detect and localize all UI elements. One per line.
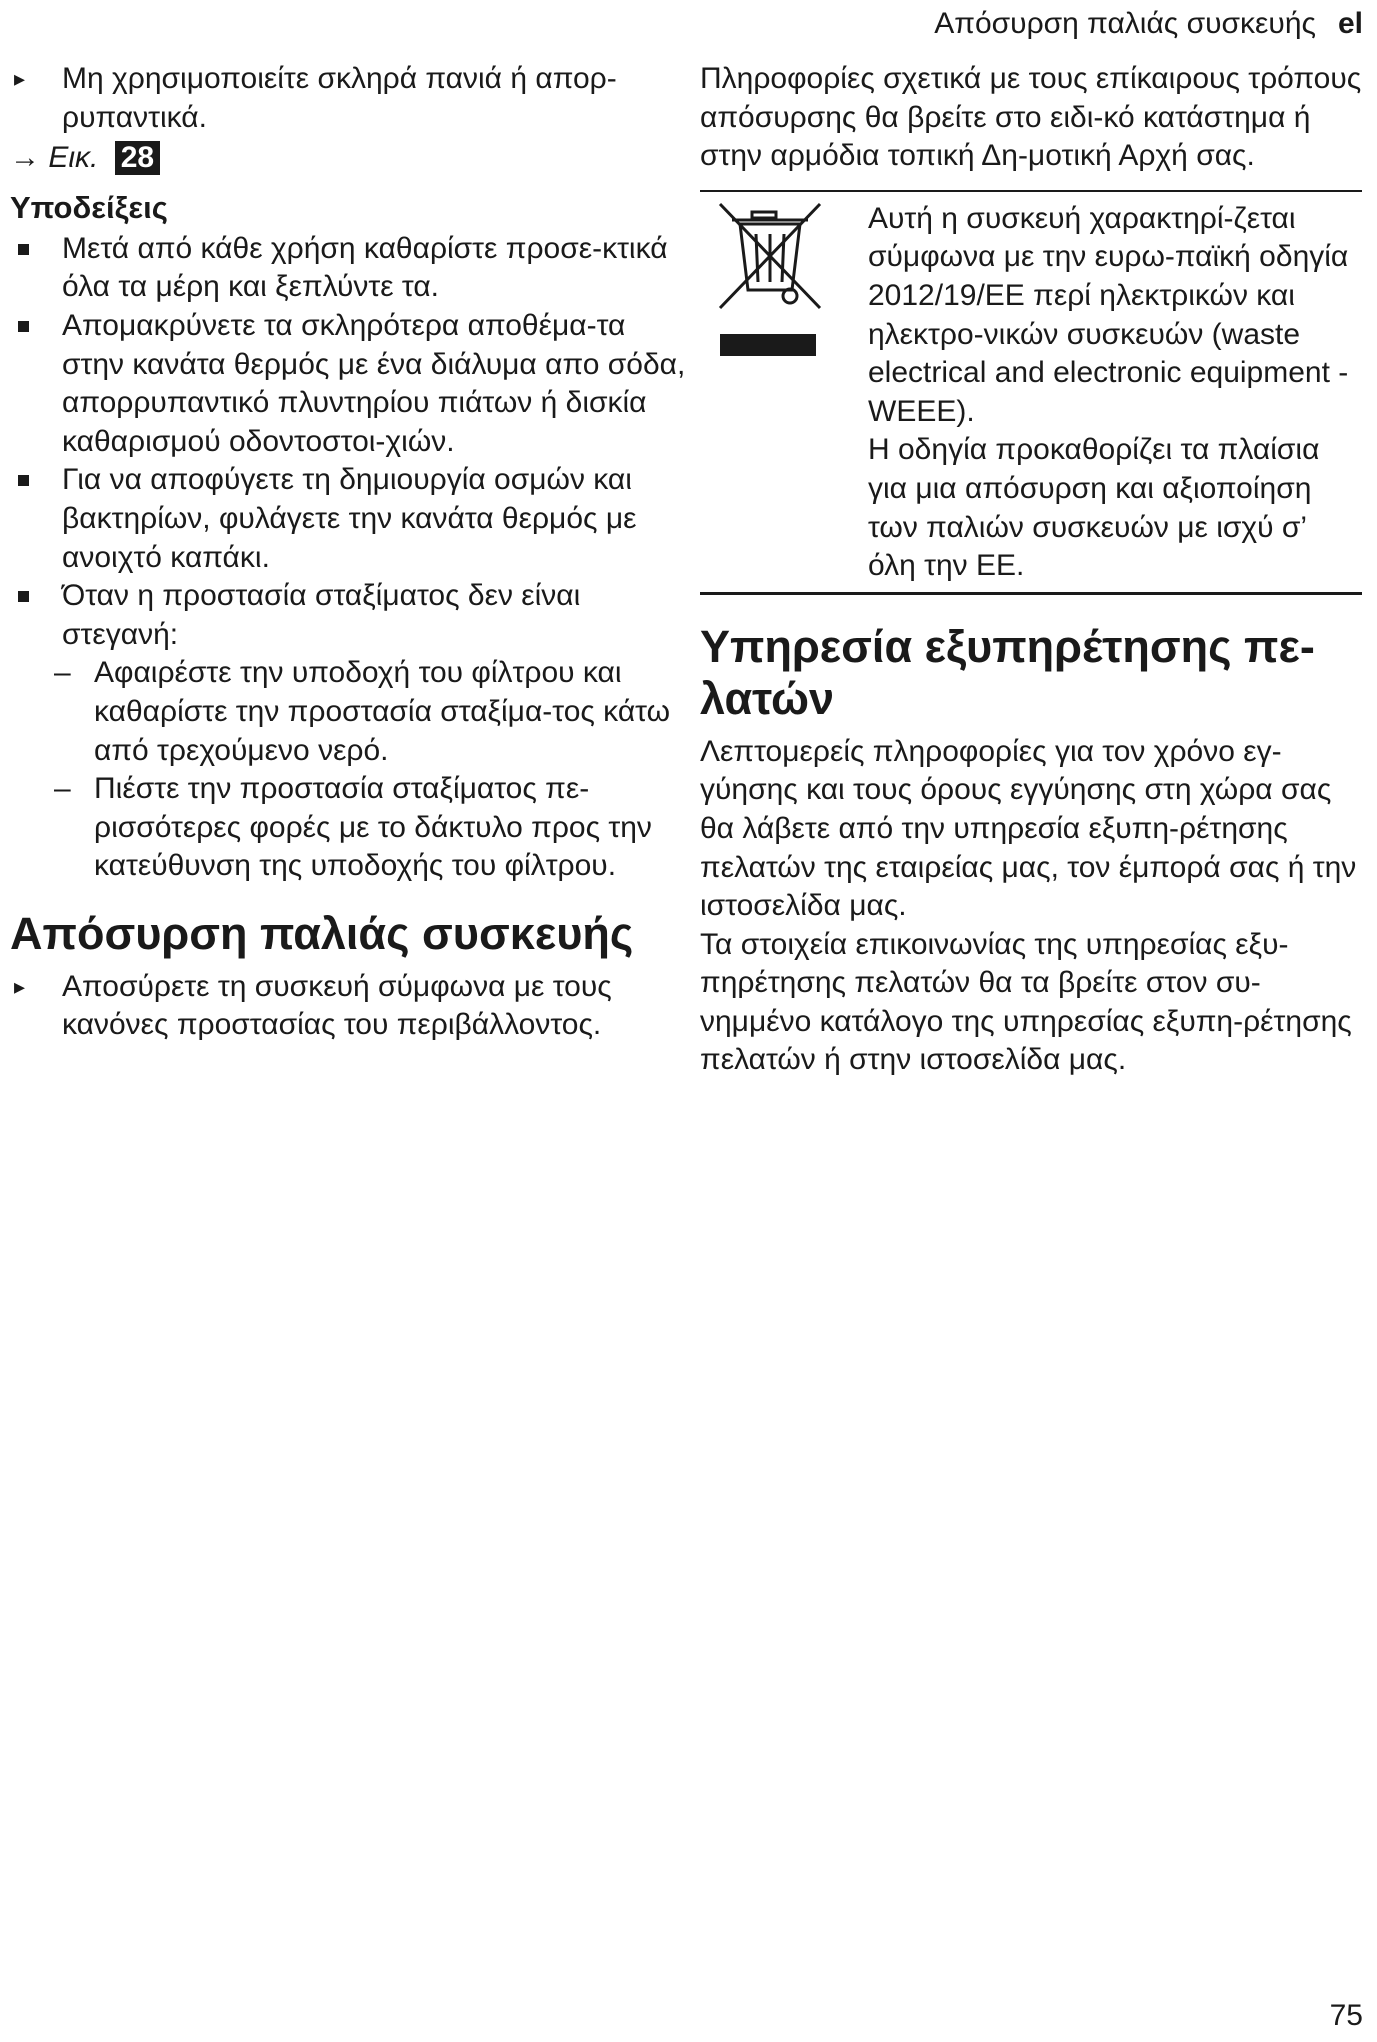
care-instruction-item: [10, 60, 690, 137]
page-number: 75: [1329, 1999, 1363, 2032]
crossed-out-wheelie-bin-icon: [710, 198, 830, 368]
tip-text: Απομακρύνετε τα σκληρότερα αποθέμα-τα στην κανάτα θερμός με ένα διάλυμα απο σόδα, απορρυπαντικό πλυντηρίου πιάτων ή δισκία καθαρισμού οδοντοστοι-χιών.: [62, 308, 686, 458]
disposal-heading: Απόσυρση παλιάς συσκευής: [10, 907, 634, 959]
right-column: [700, 60, 1362, 1080]
square-bullet-icon: [18, 244, 29, 255]
tip-text: Μετά από κάθε χρήση καθαρίστε προσε-κτικά όλα τα μέρη και ξεπλύντε τα.: [62, 231, 668, 304]
care-instruction-text: Μη χρησιμοποιείτε σκληρά πανιά ή απορ-ρυπαντικά.: [62, 62, 617, 134]
customer-service-heading: Υπηρεσία εξυπηρέτησης πε-λατών: [700, 620, 1315, 724]
tip-item: [10, 461, 690, 577]
sub-step-text: Αφαιρέστε την υποδοχή του φίλτρου και καθαρίστε την προστασία σταξίμα-τος κάτω από τρεχούμενο νερό.: [94, 656, 671, 767]
running-header-title: Απόσυρση παλιάς συσκευής: [934, 7, 1316, 40]
figure-label: Εικ.: [48, 141, 99, 175]
square-bullet-icon: [18, 321, 29, 332]
tip-item: [10, 307, 690, 461]
tips-heading: Υποδείξεις: [10, 189, 168, 225]
figure-reference: [10, 139, 690, 178]
warranty-info-paragraph: Λεπτομερείς πληροφορίες για τον χρόνο εγ-γύησης και τους όρους εγγύησης στη χώρα σας θα λάβετε από την υπηρεσία εξυπη-ρέτησης πελατών της εταιρείας μας, τον έμπορά σας ή την ιστοσελίδα μας.: [700, 734, 1357, 923]
square-bullet-icon: [18, 591, 29, 602]
figure-number-badge: 28: [115, 141, 160, 175]
left-column: [10, 60, 690, 1045]
action-arrow-icon: ▸: [14, 973, 26, 999]
weee-scope-text: Η οδηγία προκαθορίζει τα πλαίσια για μια απόσυρση και αξιοποίηση των παλιών συσκευών με ισχύ σ’ όλη την ΕΕ.: [868, 433, 1320, 583]
weee-directive-text: Αυτή η συσκευή χαρακτηρί-ζεται σύμφωνα με την ευρω-παϊκή οδηγία 2012/19/ΕΕ περί ηλεκτρικών και ηλεκτρο-νικών συσκευών (waste electrical and electronic equipment - WEEE).: [868, 201, 1349, 428]
disposal-instruction-item: [10, 968, 690, 1045]
sub-step-text: Πιέστε την προστασία σταξίματος πε-ρισσότερες φορές με το δάκτυλο προς την κατεύθυνση της υποδοχής του φίλτρου.: [94, 772, 652, 883]
running-header: [934, 6, 1363, 42]
sub-step-item: [10, 654, 690, 770]
tip-item: [10, 230, 690, 307]
tip-text: Όταν η προστασία σταξίματος δεν είναι στεγανή:: [62, 579, 581, 651]
arrow-right-icon: →: [10, 141, 40, 175]
disposal-info-paragraph: Πληροφορίες σχετικά με τους επίκαιρους τρόπους απόσυρσης θα βρείτε στο ειδι-κό κατάστημα ή στην αρμόδια τοπική Δη-μοτική Αρχή σας.: [700, 62, 1362, 173]
weee-notice-box: [700, 190, 1362, 595]
contact-info-paragraph: Τα στοιχεία επικοινωνίας της υπηρεσίας εξυ-πηρέτησης πελατών θα τα βρείτε στον συ-νημμένο κατάλογο της υπηρεσίας εξυπη-ρέτησης πελατών ή στην ιστοσελίδα μας.: [700, 927, 1352, 1077]
square-bullet-icon: [18, 475, 29, 486]
dash-bullet: –: [54, 772, 71, 806]
tip-item: [10, 577, 690, 654]
dash-bullet: –: [54, 656, 71, 690]
sub-step-item: [10, 770, 690, 886]
disposal-instruction-text: Αποσύρετε τη συσκευή σύμφωνα με τους κανόνες προστασίας του περιβάλλοντος.: [62, 969, 612, 1042]
weee-text-block: [868, 200, 1362, 586]
action-arrow-icon: ▸: [14, 66, 26, 91]
tip-text: Για να αποφύγετε τη δημιουργία οσμών και βακτηρίων, φυλάγετε την κανάτα θερμός με ανοιχτό καπάκι.: [62, 463, 637, 574]
language-code: el: [1337, 7, 1363, 40]
